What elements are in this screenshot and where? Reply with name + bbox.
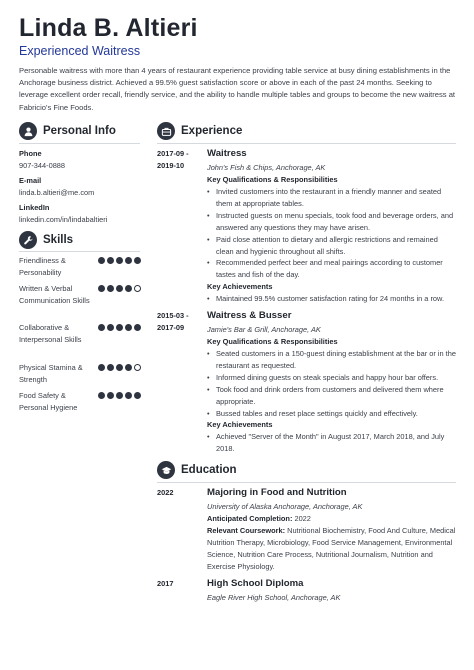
rating-dot-filled bbox=[107, 324, 114, 331]
education-date: 2022 bbox=[157, 488, 174, 497]
contact-linkedin bbox=[19, 203, 139, 224]
rating-dot-empty bbox=[134, 364, 141, 371]
resume-name: Linda B. Altieri bbox=[19, 14, 198, 42]
degree-title: High School Diploma bbox=[207, 578, 304, 589]
email-value[interactable]: linda.b.altieri@me.com bbox=[19, 188, 95, 197]
rating-dot-filled bbox=[107, 392, 114, 399]
rating-dot-filled bbox=[98, 257, 105, 264]
skill-row bbox=[19, 255, 141, 279]
job-date: 2017-09 - 2019-10 bbox=[157, 149, 189, 170]
completion-value: 2022 bbox=[292, 514, 311, 523]
achievements-label: Key Achievements bbox=[207, 420, 273, 430]
skill-row bbox=[19, 362, 141, 386]
divider bbox=[19, 251, 140, 252]
skill-name: Collaborative & Interpersonal Skills bbox=[19, 323, 82, 344]
rating-dot-filled bbox=[134, 257, 141, 264]
list-item: • Bussed tables and reset place settings quickly and effectively. bbox=[207, 408, 457, 420]
list-item: • Instructed guests on menu specials, took food and beverage orders, and answered any questions they may have arisen. bbox=[207, 210, 457, 234]
skill-row bbox=[19, 283, 141, 307]
achievement-list bbox=[207, 293, 457, 305]
qualifications-label: Key Qualifications & Responsibilities bbox=[207, 175, 338, 184]
responsibility-list bbox=[207, 348, 457, 419]
education-date: 2017 bbox=[157, 579, 174, 588]
linkedin-label: LinkedIn bbox=[19, 203, 50, 212]
completion-line bbox=[207, 513, 457, 525]
job-date: 2015-03 - 2017-09 bbox=[157, 311, 189, 332]
school-name: Eagle River High School, Anchorage, AK bbox=[207, 593, 341, 602]
rating-dot-filled bbox=[116, 392, 123, 399]
education-title: Education bbox=[181, 464, 237, 476]
skills-heading bbox=[19, 231, 73, 249]
wrench-icon bbox=[19, 231, 37, 249]
job-employer: John's Fish & Chips, Anchorage, AK bbox=[207, 163, 326, 172]
rating-dot-filled bbox=[116, 285, 123, 292]
phone-label: Phone bbox=[19, 149, 42, 158]
list-item: • Maintained 99.5% customer satisfaction rating for 24 months in a row. bbox=[207, 293, 457, 305]
rating-dot-filled bbox=[125, 257, 132, 264]
achievements-label: Key Achievements bbox=[207, 282, 273, 292]
list-item: • Recommended perfect beer and meal pairings according to customer tastes and fish of the day. bbox=[207, 257, 457, 281]
personal-info-heading bbox=[19, 122, 116, 140]
skill-name: Friendliness & Personability bbox=[19, 256, 66, 277]
list-item: • Took food and drink orders from customers and delivered them where appropriate. bbox=[207, 384, 457, 408]
coursework-line bbox=[207, 525, 457, 573]
coursework-label: Relevant Coursework: bbox=[207, 525, 286, 535]
contact-phone bbox=[19, 149, 139, 170]
divider bbox=[19, 143, 140, 144]
divider bbox=[157, 143, 456, 144]
rating-dot-filled bbox=[116, 257, 123, 264]
rating-dot-filled bbox=[125, 364, 132, 371]
person-icon bbox=[19, 122, 37, 140]
skill-name: Food Safety & Personal Hygiene bbox=[19, 391, 78, 412]
degree-title: Majoring in Food and Nutrition bbox=[207, 487, 347, 498]
job-role: Waitress bbox=[207, 148, 247, 159]
personal-info-title: Personal Info bbox=[43, 125, 116, 137]
rating-dot-filled bbox=[116, 324, 123, 331]
school-name: University of Alaska Anchorage, Anchorage, AK bbox=[207, 502, 363, 511]
list-item: • Invited customers into the restaurant in a friendly manner and seated them at appropriate tables. bbox=[207, 186, 457, 210]
responsibility-list bbox=[207, 186, 457, 281]
skills-title: Skills bbox=[43, 234, 74, 246]
rating-dot-filled bbox=[134, 392, 141, 399]
achievement-list bbox=[207, 431, 457, 455]
skill-rating bbox=[98, 324, 141, 346]
list-item: • Paid close attention to dietary and allergic restrictions and remained clean and hygienic throughout all shifts. bbox=[207, 234, 457, 258]
education-heading bbox=[157, 461, 237, 479]
rating-dot-filled bbox=[107, 257, 114, 264]
rating-dot-filled bbox=[125, 285, 132, 292]
experience-heading bbox=[157, 122, 242, 140]
rating-dot-filled bbox=[125, 324, 132, 331]
summary-paragraph: Personable waitress with more than 4 years of restaurant experience providing table service at busy dining establishments in the Anchorage business district. Achieved a 99.5% guest satisfaction score or above in each of the past 24 months. Seeking to leverage excellent order recall, friendly service, and the ability to handle multiple tables and groups to become the new waitress at Fabricio's Fine Foods. bbox=[19, 66, 456, 112]
skill-row bbox=[19, 390, 141, 414]
rating-dot-filled bbox=[98, 364, 105, 371]
rating-dot-filled bbox=[116, 364, 123, 371]
rating-dot-filled bbox=[98, 285, 105, 292]
email-label: E-mail bbox=[19, 176, 42, 185]
rating-dot-filled bbox=[125, 392, 132, 399]
briefcase-icon bbox=[157, 122, 175, 140]
experience-title: Experience bbox=[181, 125, 243, 137]
skill-rating bbox=[98, 257, 141, 279]
skill-row bbox=[19, 322, 141, 346]
job-role: Waitress & Busser bbox=[207, 310, 292, 321]
list-item: • Seated customers in a 150-guest dining establishment at the bar or in the restaurant as requested. bbox=[207, 348, 457, 372]
phone-value: 907-344-0888 bbox=[19, 161, 66, 170]
skill-rating bbox=[98, 285, 141, 307]
graduation-cap-icon bbox=[157, 461, 175, 479]
rating-dot-filled bbox=[107, 285, 114, 292]
rating-dot-filled bbox=[98, 392, 105, 399]
completion-label: Anticipated Completion: bbox=[207, 514, 293, 523]
list-item: • Achieved "Server of the Month" in August 2017, March 2018, and July 2018. bbox=[207, 431, 457, 455]
qualifications-label: Key Qualifications & Responsibilities bbox=[207, 337, 338, 346]
divider bbox=[157, 482, 456, 483]
job-employer: Jamie's Bar & Grill, Anchorage, AK bbox=[207, 325, 321, 334]
contact-email bbox=[19, 176, 139, 197]
resume-title: Experienced Waitress bbox=[19, 44, 141, 58]
linkedin-value[interactable]: linkedin.com/in/lindabaltieri bbox=[19, 215, 108, 224]
coursework-value: Nutritional Biochemistry, Food And Culture, Medical Nutrition Therapy, Microbiology, Food Service Management, Environmental Science, Nutrition Care Process, Nutritional Journalism, Nutrition and Exercise Physiology. bbox=[207, 525, 456, 571]
rating-dot-filled bbox=[134, 324, 141, 331]
skill-rating bbox=[98, 364, 141, 386]
rating-dot-filled bbox=[107, 364, 114, 371]
list-item: • Informed dining guests on steak specials and happy hour bar offers. bbox=[207, 372, 457, 384]
skill-rating bbox=[98, 392, 141, 414]
rating-dot-filled bbox=[98, 324, 105, 331]
skill-name: Physical Stamina & Strength bbox=[19, 363, 83, 384]
skill-name: Written & Verbal Communication Skills bbox=[19, 284, 90, 305]
rating-dot-empty bbox=[134, 285, 141, 292]
